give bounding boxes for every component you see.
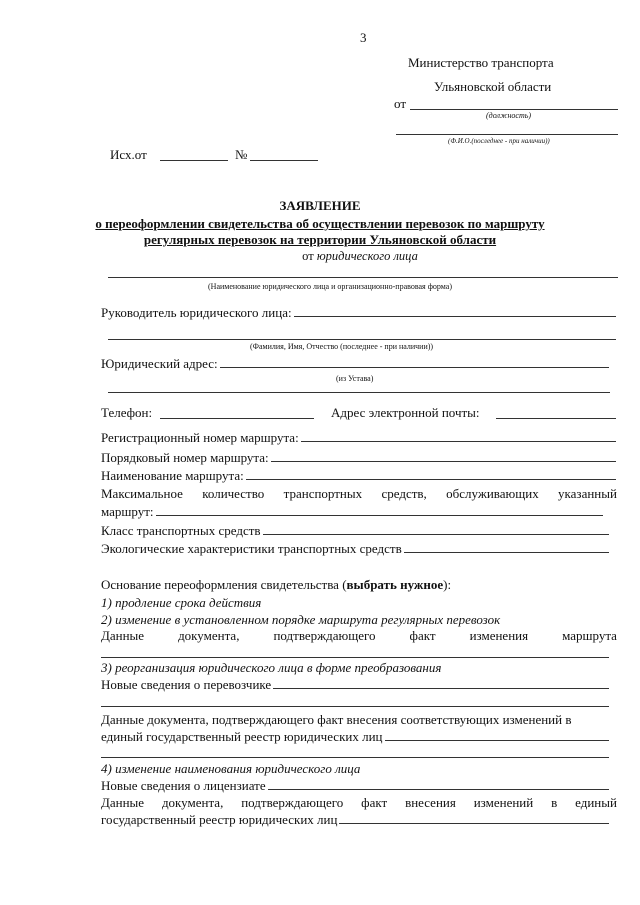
max-vehicles-word: транспортных xyxy=(283,486,363,501)
name-change-doc-input-line[interactable] xyxy=(339,822,609,824)
carrier-new-info-row xyxy=(101,677,609,693)
address-line2[interactable] xyxy=(108,392,610,393)
basis-option-2: 2) изменение в установленном порядке маршрута регулярных перевозок xyxy=(101,612,501,627)
head-input-line[interactable] xyxy=(294,315,616,317)
name-change-doc-word: единый xyxy=(575,795,617,810)
route-change-doc-word: маршрута xyxy=(562,628,617,643)
page-number: 3 xyxy=(360,30,367,45)
route-change-doc-word: изменения xyxy=(469,628,529,643)
route-seq-row xyxy=(101,450,616,466)
licensee-new-info-row xyxy=(101,778,609,794)
phone-input-line[interactable] xyxy=(160,418,314,419)
carrier-new-info-input-line[interactable] xyxy=(273,687,609,689)
org-name-line[interactable] xyxy=(108,277,618,278)
basis-intro-text: Основание переоформления свидетельства ( xyxy=(101,577,347,592)
max-vehicles-word: указанный xyxy=(558,486,617,501)
title-from-prefix: от xyxy=(302,249,314,263)
route-change-doc-word: факт xyxy=(409,628,436,643)
outgoing-number-label: № xyxy=(235,147,248,162)
max-vehicles-word: средств, xyxy=(381,486,427,501)
title-line2: регулярных перевозок на территории Ульяновской области xyxy=(143,232,497,247)
eco-input-line[interactable] xyxy=(404,551,609,553)
reorg-doc-input-line[interactable] xyxy=(385,739,610,741)
reorg-doc-line1: Данные документа, подтверждающего факт внесения соответствующих изменений в xyxy=(101,712,572,727)
position-line[interactable] xyxy=(410,109,618,110)
route-reg-row xyxy=(101,430,616,446)
name-change-doc-word: изменений xyxy=(473,795,534,810)
head-label: Руководитель юридического лица: xyxy=(101,305,292,320)
ministry-line2: Ульяновской области xyxy=(434,79,552,94)
carrier-new-info-line2[interactable] xyxy=(101,706,609,707)
name-change-doc-line2: государственный реестр юридических лиц xyxy=(101,812,338,827)
name-change-doc-word: Данные xyxy=(101,795,145,810)
vehicle-class-input-line[interactable] xyxy=(263,533,609,535)
route-name-input-line[interactable] xyxy=(246,478,616,480)
title-line1: о переоформлении свидетельства об осуществлении перевозок по маршруту xyxy=(95,216,545,231)
eco-label: Экологические характеристики транспортных средств xyxy=(101,541,402,556)
outgoing-ref-label: Исх.от xyxy=(110,147,147,162)
max-vehicles-word: Максимальное xyxy=(101,486,183,501)
max-vehicles-line1 xyxy=(101,486,617,502)
title-from-entity: юридического лица xyxy=(316,249,418,263)
reorg-doc-line2: единый государственный реестр юридических лиц xyxy=(101,729,383,744)
outgoing-date-line[interactable] xyxy=(160,160,228,161)
name-change-doc-word: факт xyxy=(361,795,388,810)
basis-option-3: 3) реорганизация юридического лица в форме преобразования xyxy=(101,660,442,675)
max-vehicles-word: количество xyxy=(202,486,265,501)
max-vehicles-row2 xyxy=(101,504,603,520)
route-reg-input-line[interactable] xyxy=(301,440,616,442)
basis-intro-bold: выбрать нужное xyxy=(346,577,444,592)
route-change-doc-word: Данные xyxy=(101,628,145,643)
name-change-doc-word: подтверждающего xyxy=(241,795,344,810)
reorg-doc-line3[interactable] xyxy=(101,757,609,758)
title-from xyxy=(0,249,640,264)
route-reg-label: Регистрационный номер маршрута: xyxy=(101,430,299,445)
name-change-doc-row2 xyxy=(101,812,609,828)
from-label: от xyxy=(394,96,407,111)
position-hint: (должность) xyxy=(486,111,532,120)
route-change-doc-line xyxy=(101,628,617,644)
address-label: Юридический адрес: xyxy=(101,356,218,371)
address-input-line[interactable] xyxy=(220,366,609,368)
licensee-new-info-input-line[interactable] xyxy=(268,788,609,790)
vehicle-class-label: Класс транспортных средств xyxy=(101,523,261,538)
basis-option-1: 1) продление срока действия xyxy=(101,595,262,610)
head-row xyxy=(101,305,616,321)
email-input-line[interactable] xyxy=(496,418,616,419)
name-change-doc-word: документа, xyxy=(161,795,224,810)
route-seq-label: Порядковый номер маршрута: xyxy=(101,450,269,465)
route-name-row xyxy=(101,468,616,484)
max-vehicles-word: обслуживающих xyxy=(446,486,539,501)
basis-option-4: 4) изменение наименования юридического лица xyxy=(101,761,361,776)
name-change-doc-word: в xyxy=(551,795,558,810)
max-vehicles-input-line[interactable] xyxy=(156,514,603,516)
outgoing-number-line[interactable] xyxy=(250,160,318,161)
route-seq-input-line[interactable] xyxy=(271,460,616,462)
carrier-new-info-label: Новые сведения о перевозчике xyxy=(101,677,272,692)
document-title: ЗАЯВЛЕНИЕ xyxy=(279,198,361,213)
address-hint: (из Устава) xyxy=(336,374,374,383)
basis-intro xyxy=(101,577,451,593)
eco-row xyxy=(101,541,609,557)
basis-intro-end: ): xyxy=(443,577,452,592)
phone-label: Телефон: xyxy=(101,405,153,420)
head-line2[interactable] xyxy=(108,339,616,340)
route-change-doc-word: документа, xyxy=(178,628,240,643)
ministry-line1: Министерство транспорта xyxy=(408,55,554,70)
vehicle-class-row xyxy=(101,523,609,539)
max-vehicles-cont: маршрут: xyxy=(101,504,154,519)
reorg-doc-row2 xyxy=(101,729,609,745)
org-name-hint: (Наименование юридического лица и организационно-правовая форма) xyxy=(208,282,453,291)
name-change-doc-word: внесения xyxy=(405,795,456,810)
fio-line[interactable] xyxy=(396,134,618,135)
licensee-new-info-label: Новые сведения о лицензиате xyxy=(101,778,266,793)
email-label: Адрес электронной почты: xyxy=(331,405,480,420)
route-name-label: Наименование маршрута: xyxy=(101,468,244,483)
address-row xyxy=(101,356,609,372)
route-change-doc-word: подтверждающего xyxy=(273,628,376,643)
name-change-doc-line xyxy=(101,795,617,811)
route-change-doc-input-line[interactable] xyxy=(101,657,609,658)
fio-hint: (Ф.И.О.(последнее - при наличии)) xyxy=(448,137,550,145)
head-hint: (Фамилия, Имя, Отчество (последнее - при наличии)) xyxy=(250,342,434,351)
